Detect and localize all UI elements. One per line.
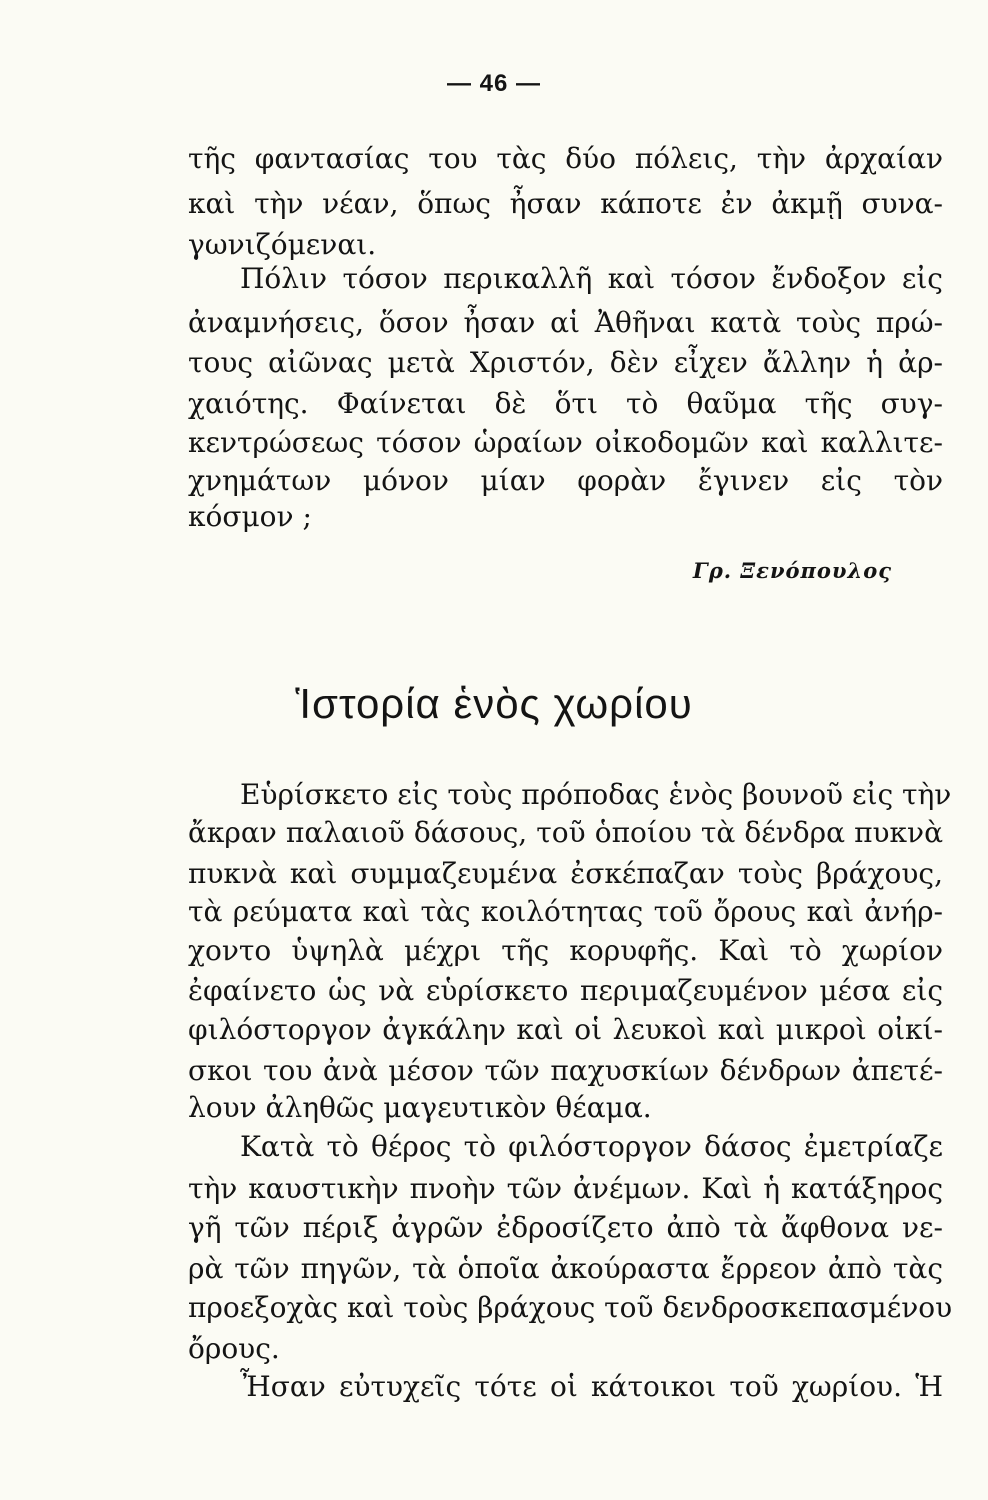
text-line: τὴν καυστικὴν πνοὴν τῶν ἀνέμων. Καὶ ἡ κατάξηρος xyxy=(188,1172,943,1205)
page-number: — 46 — xyxy=(446,70,542,97)
text-line: φιλόστοργον ἀγκάλην καὶ οἱ λευκοὶ καὶ μικροὶ οἰκί- xyxy=(188,1013,943,1046)
author-signature: Γρ. Ξενόπουλος xyxy=(692,558,892,583)
text-line: σκοι του ἀνὰ μέσον τῶν παχυσκίων δένδρων ἀπετέ- xyxy=(188,1054,943,1087)
text-line: Κατὰ τὸ θέρος τὸ φιλόστοργον δάσος ἐμετρίαζε xyxy=(240,1130,943,1163)
text-line: κεντρώσεως τόσον ὡραίων οἰκοδομῶν καὶ καλλιτε- xyxy=(188,426,943,459)
text-line: γῆ τῶν πέριξ ἀγρῶν ἐδροσίζετο ἀπὸ τὰ ἄφθονα νε- xyxy=(188,1211,943,1244)
text-line: χαιότης. Φαίνεται δὲ ὅτι τὸ θαῦμα τῆς συγ- xyxy=(188,387,943,420)
text-line: Πόλιν τόσον περικαλλῆ καὶ τόσον ἔνδοξον εἰς xyxy=(240,262,943,295)
text-line: ἄκραν παλαιοῦ δάσους, τοῦ ὁποίου τὰ δένδρα πυκνὰ xyxy=(188,816,943,849)
text-line: πυκνὰ καὶ συμμαζευμένα ἐσκέπαζαν τοὺς βράχους, xyxy=(188,857,943,890)
text-line: γωνιζόμεναι. xyxy=(188,228,377,261)
text-line: Εὑρίσκετο εἰς τοὺς πρόποδας ἑνὸς βουνοῦ εἰς τὴν xyxy=(240,778,952,811)
text-line: Ἦσαν εὐτυχεῖς τότε οἱ κάτοικοι τοῦ χωρίου. Ἡ xyxy=(240,1370,943,1403)
text-line: τὰ ρεύματα καὶ τὰς κοιλότητας τοῦ ὄρους καὶ ἀνήρ- xyxy=(188,895,943,928)
text-line: τῆς φαντασίας του τὰς δύο πόλεις, τὴν ἀρχαίαν xyxy=(188,142,943,175)
article-title: Ἱστορία ἑνὸς χωρίου xyxy=(295,680,693,727)
text-line: καὶ τὴν νέαν, ὅπως ἦσαν κάποτε ἐν ἀκμῇ συνα- xyxy=(188,187,943,220)
text-line: προεξοχὰς καὶ τοὺς βράχους τοῦ δενδροσκεπασμένου xyxy=(188,1291,953,1324)
text-line: ὄρους. xyxy=(188,1332,280,1365)
text-line: κόσμον ; xyxy=(188,500,312,533)
text-line: τους αἰῶνας μετὰ Χριστόν, δὲν εἶχεν ἄλλην ἡ ἀρ- xyxy=(188,346,943,379)
text-line: ἐφαίνετο ὡς νὰ εὑρίσκετο περιμαζευμένον μέσα εἰς xyxy=(188,974,943,1007)
text-line: λουν ἀληθῶς μαγευτικὸν θέαμα. xyxy=(188,1091,652,1124)
text-line: χοντο ὑψηλὰ μέχρι τῆς κορυφῆς. Καὶ τὸ χωρίον xyxy=(188,934,943,967)
text-line: χνημάτων μόνον μίαν φορὰν ἔγινεν εἰς τὸν xyxy=(188,464,943,497)
text-line: ρὰ τῶν πηγῶν, τὰ ὁποῖα ἀκούραστα ἔρρεον ἀπὸ τὰς xyxy=(188,1252,943,1285)
text-line: ἀναμνήσεις, ὅσον ἦσαν αἱ Ἀθῆναι κατὰ τοὺς πρώ- xyxy=(188,306,943,339)
